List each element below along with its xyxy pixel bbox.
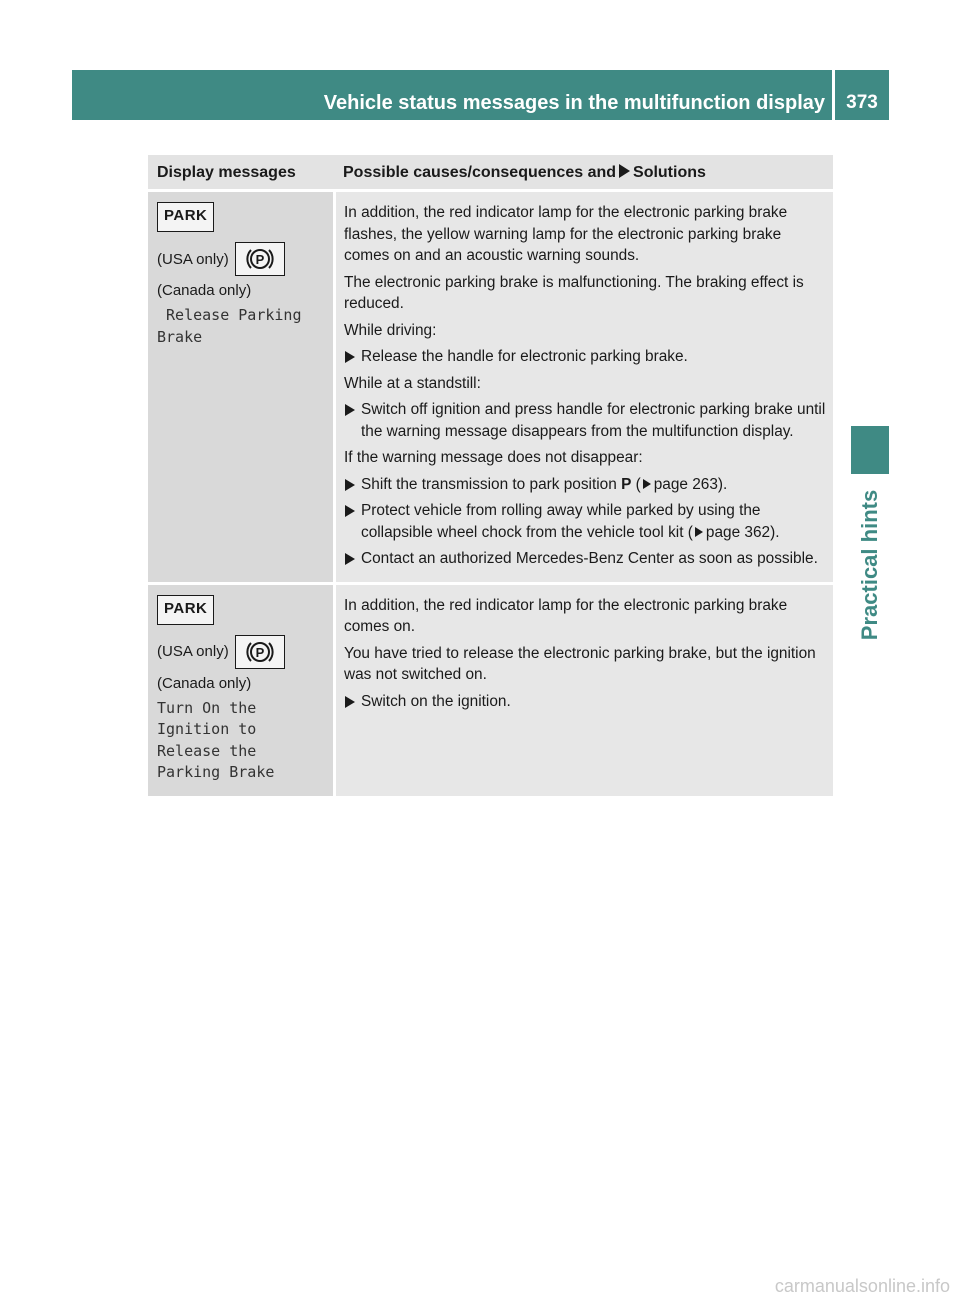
display-message-text: Turn On the Ignition to Release the Parking Brake bbox=[157, 698, 275, 781]
step-arrow-icon bbox=[345, 505, 355, 517]
action-step: Release the handle for electronic parking brake. bbox=[344, 346, 828, 368]
action-step: Switch off ignition and press handle for electronic parking brake until the warning message disappears from the multifunction display. bbox=[344, 399, 828, 442]
park-icon: PARK bbox=[157, 595, 214, 625]
step-arrow-icon bbox=[345, 404, 355, 416]
svg-text:P: P bbox=[255, 252, 265, 267]
causes-cell bbox=[336, 585, 833, 796]
display-message-cell bbox=[148, 585, 333, 796]
side-tab-label: Practical hints bbox=[857, 489, 882, 641]
step-arrow-icon bbox=[345, 553, 355, 565]
page-title: Vehicle status messages in the multifunction display bbox=[323, 92, 825, 114]
park-icon: PARK bbox=[157, 202, 214, 232]
usa-line: (USA only) P bbox=[157, 635, 333, 669]
paragraph: In addition, the red indicator lamp for the electronic parking brake flashes, the yellow warning lamp for the electronic parking brake comes on and an acoustic warning sounds. bbox=[344, 204, 788, 264]
paragraph: If the warning message does not disappear: bbox=[344, 449, 643, 466]
action-step: Switch on the ignition. bbox=[344, 691, 828, 713]
paragraph: You have tried to release the electronic parking brake, but the ignition was not switched on. bbox=[344, 644, 816, 683]
display-message-cell bbox=[148, 192, 333, 582]
watermark: carmanualsonline.info bbox=[774, 1276, 950, 1296]
paragraph: The electronic parking brake is malfunctioning. The braking effect is reduced. bbox=[344, 273, 804, 312]
page-ref-icon bbox=[695, 527, 703, 537]
usa-line: (USA only) P bbox=[157, 242, 333, 276]
step-arrow-icon bbox=[345, 696, 355, 708]
side-tab-marker bbox=[851, 426, 889, 474]
paragraph: While driving: bbox=[344, 321, 437, 339]
step-arrow-icon bbox=[345, 479, 355, 491]
table-row bbox=[148, 585, 833, 796]
display-message-text: Release Parking Brake bbox=[157, 306, 302, 346]
page-number: 373 bbox=[835, 70, 889, 120]
causes-cell bbox=[336, 192, 833, 582]
step-arrow-icon bbox=[345, 351, 355, 363]
messages-table bbox=[148, 155, 833, 796]
parking-brake-icon bbox=[235, 635, 285, 669]
page-ref-icon bbox=[643, 479, 651, 489]
action-step: Shift the transmission to park position P ( page 263). bbox=[344, 474, 828, 496]
page-ref-link[interactable]: page 263). bbox=[653, 475, 728, 493]
table-row bbox=[148, 192, 833, 582]
svg-text:P: P bbox=[255, 644, 265, 660]
canada-line: (Canada only) bbox=[157, 282, 252, 299]
action-step: Contact an authorized Mercedes-Benz Center as soon as possible. bbox=[344, 548, 828, 570]
paragraph: In addition, the red indicator lamp for the electronic parking brake comes on. bbox=[344, 596, 788, 635]
header-causes: Possible causes/consequences and Solutions bbox=[343, 164, 706, 181]
solutions-arrow-icon bbox=[619, 164, 630, 178]
action-step: Protect vehicle from rolling away while parked by using the collapsible wheel chock from the vehicle tool kit ( page 362). bbox=[344, 500, 828, 543]
table-header bbox=[148, 155, 833, 189]
paragraph: While at a standstill: bbox=[344, 374, 481, 392]
page-ref-link[interactable]: page 362). bbox=[705, 523, 780, 541]
header-display-messages: Display messages bbox=[157, 164, 296, 181]
parking-brake-icon bbox=[235, 242, 285, 276]
canada-line: (Canada only) bbox=[157, 674, 252, 692]
